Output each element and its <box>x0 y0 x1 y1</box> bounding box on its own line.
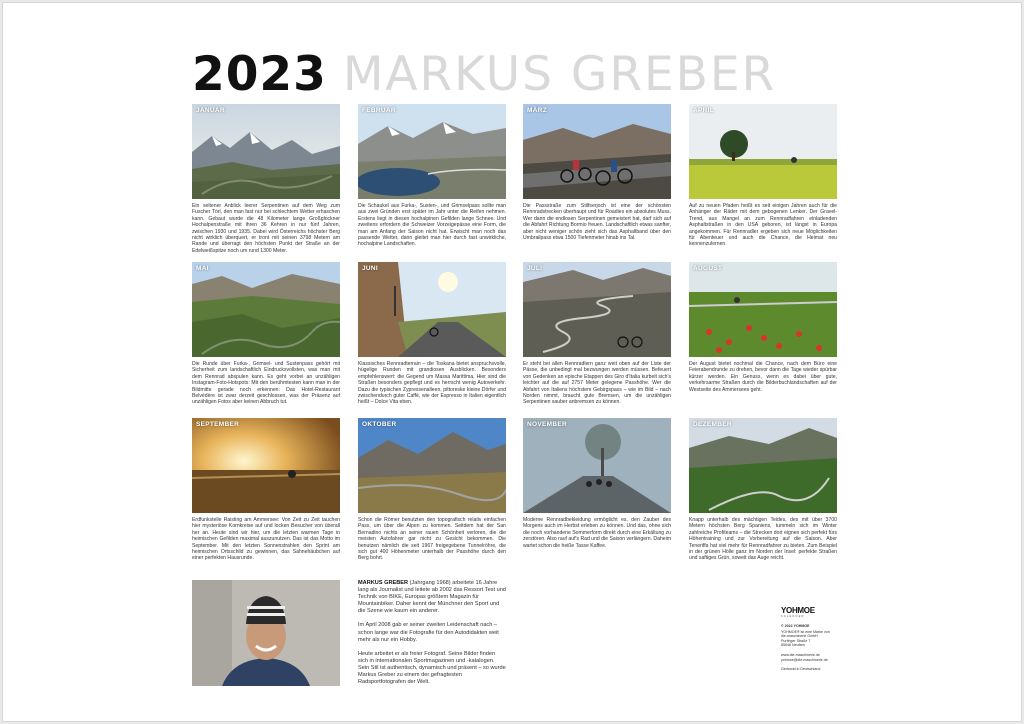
month-grid <box>192 104 837 574</box>
month-label: DEZEMBER <box>693 421 732 428</box>
yohmoe-logo-sub: KALENDER <box>781 615 805 618</box>
month-caption: Die Runde über Furka-, Grimsel- und Sustenpass gehört mit Sicherheit zum landschaftlich Eindrucksvollsten, was man mit dem Rennrad abspulen kann. Es geht vorbei an unzähligen Instagram-Foto-Hotspots: Mit den berühmtesten kann man in der Bildmitte gerade noch erkennen: Das Hotel-Restaurant Belvédère ist zwar derzeit geschlossen, was der Präsenz auf unzähligen Fotos aber keinen Abbruch tut. <box>192 361 340 406</box>
month-caption: Die Passstraße zum Stilfserjoch ist eine der schönsten Rennradstrecken überhaupt und für Roadies ein absolutes Muss. Wer dann die endlosen Serpentinen gemeistert hat, darf sich auf die Abfahrt Richtung Bormio freuen. Landschaftlich etwas sanfter, aber nicht weniger schön zieht sich das Asphaltband über den Umbrailpass etwa 1500 Tiefenmeter hinab ins Tal. <box>523 203 671 242</box>
publisher-line-1: YOHMOE® ist eine Marke von <box>781 629 830 634</box>
july-photo <box>523 262 671 357</box>
yohmoe-logo: YOHMOE <box>781 606 815 615</box>
month-label: APRIL <box>693 107 714 114</box>
bio-paragraph-2: Im April 2008 gab er seiner zweiten Leidenschaft nach – schon lange war die Fotografie für den Autodidakten weit mehr als nur ein Hobby. <box>358 622 499 643</box>
month-caption: Auf zu neuen Pfaden heißt es seit einigen Jahren auch für die Anhänger der Räder mit dem gebogenen Lenker. Der Gravel-Trend, aus Mangel an zum Rennradfahren einladenden Asphaltstraßen in den USA geboren, ist längst in Europa angekommen. Für Rennradler ergeben sich neue Möglichkeiten für Abenteuer und auch die Chance, die Heimat neu kennenzulernen. <box>689 203 837 248</box>
bio-name: MARKUS GREBER <box>358 580 409 586</box>
month-label: AUGUST <box>693 265 723 272</box>
month-march <box>523 104 671 241</box>
month-may <box>192 262 340 406</box>
month-label: MAI <box>196 265 209 272</box>
march-photo <box>523 104 671 199</box>
january-photo <box>192 104 340 199</box>
month-caption: Ein seltener Anblick leerer Serpentinen auf dem Weg zum Fuscher Törl, den man fast nur bei schlechtem Wetter erhaschen kann. Gebaut wurde die 48 Kilometer lange Großglockner Hochalpenstraße mit ihren 36 Kehren in nur fünf Jahren, zwischen 1930 und 1935. Dabei wird Österreichs höchster Berg nicht wirklich überquert, er tront mit seinen 3798 Metern am Rande und überragt den höchsten Punkt der Straße an der Edelweißspitze noch um rund 1300 Meter. <box>192 203 340 254</box>
title-year: 2023 <box>192 47 327 102</box>
month-january <box>192 104 340 254</box>
june-photo <box>358 262 506 357</box>
month-label: OKTOBER <box>362 421 397 428</box>
month-caption: Knapp unterhalb des mächtigen Teides, des mit über 3700 Metern höchsten Berg Spaniens, tummeln sich im Winter zahlreiche Profiteams – die Strecken dort eignen sich perfekt fürs Höhentraining und zur Vorbereitung auf die Saison. Aber Teneriffa hat viel mehr für Rennradfahrer zu bieten. Zum Beispiel in der grünen Hölle ganz im Norden der Insel: perfekte Straßen und saftiges Grün, soweit das Auge reicht. <box>689 517 837 562</box>
photographer-portrait <box>192 580 340 686</box>
publisher-info <box>781 606 841 672</box>
october-photo <box>358 418 506 513</box>
month-april <box>689 104 837 248</box>
publisher-email[interactable]: yohmoe@die-maschinerie.de <box>781 657 828 662</box>
month-june <box>358 262 506 406</box>
month-label: SEPTEMBER <box>196 421 240 428</box>
month-caption: Die Schaukel aus Furka-, Susten-, und Grimselpass sollte man aus zwei Gründen erst später im Jahr unter die Reifen nehmen. Erstens liegt in diesen hochalpinen Gefilden lange Schnee. Und zweitens erfordern die Schweizer Vorzeigepässe eine Form, die man am Anfang der Saison nicht hat. Erwischt man noch das passende Wetter, dann gleitet man hier durch fast unwirkliche, hochalpine Landschaften. <box>358 203 506 248</box>
photographer-bio-section <box>192 580 837 686</box>
month-label: FEBRUAR <box>362 107 396 114</box>
calendar-sheet <box>2 2 1022 722</box>
september-photo <box>192 418 340 513</box>
month-caption: Der August bietet nochmal die Chance, nach dem Büro eine Feierabendrunde zu drehen, bevor dann die Tage wieder spürbar kürzer werden. Ein Genuss, wenn es dabei über gute, verkehrsarme Straßen durch die Bilderbuchlandschaften auf der Westseite des Ammersees geht. <box>689 361 837 393</box>
title-photographer: MARKUS GREBER <box>342 47 777 102</box>
month-label: JANUAR <box>196 107 225 114</box>
may-photo <box>192 262 340 357</box>
calendar-title <box>192 47 777 102</box>
copyright: © 2022 YOHMOE <box>781 624 810 628</box>
month-caption: Er steht bei allen Rennradlern ganz weit oben auf der Liste der Pässe, die unbedingt mal bezwungen werden müssen. Befeuert von Gedenken an epische Etappen des Giro d'Italia kurbelt sich's leichter auf die auf 2757 Meter gelegene Passhöhe. Wer die Abfahrt von Italiens höchstem Gebirgspass – wie im Bild – nach Norden nimmt, braucht gute Bremsen, um die unzähligen Serpentinen sauber anbremsen zu können. <box>523 361 671 406</box>
february-photo <box>358 104 506 199</box>
december-photo <box>689 418 837 513</box>
month-caption: Schon die Römer benutzten den topografisch relativ einfachen Pass, um über die Alpen zu kommen. Seitdem hat der San Bernadino nichts an seiner rauen Schönheit verloren, die die meisten Autofahrer gar nicht zu Gesicht bekommen. Die benutzen nämlich die seit 1967 freigegebene Tunnelröhre, die sich gut 400 Höhenmeter unterhalb der Passhöhe durch den Berg bohrt. <box>358 517 506 562</box>
month-label: JUNI <box>362 265 379 272</box>
publisher-line-3: Purfinger Straße 7 <box>781 638 811 643</box>
month-september <box>192 418 340 562</box>
month-caption: Klassisches Rennradterrain – die Toskana bietet anspruchsvolle, hügelige Runden mit grandiosen Ausblicken. Besonders empfehlenswert: die Gegend um Massa Marittima. Hier sind die Straßen besonders gepflegt und es herrscht wenig Autoverkehr. Dazu die typischen Zypressenalleen, pittoreske kleine Dörfer und zwischendurch guter Caffè, wie der Espresso in Italien eigentlich heißt – Dolce Vita eben. <box>358 361 506 406</box>
month-label: MÄRZ <box>527 107 547 114</box>
month-november <box>523 418 671 549</box>
month-caption: Erdfunkstelle Raisting am Ammersee: Von Zeit zu Zeit tauchen hier mysteriöse Kornkreise auf und locken Besucher von überall her an. Heute sind wir hier, um die letzten warmen Tage in heimischen Gefilden maximal auszunutzen. Das ist das Motto im September. Mit den letzten Sonnenstrahlen den Sprint am heimischen Ortsschild zu gewinnen, das Sahnehäubchen auf einer perfekten Hausrunde. <box>192 517 340 562</box>
publisher-line-4: 85646 Neufarn <box>781 643 805 648</box>
month-october <box>358 418 506 562</box>
month-caption: Moderne Rennradbekleidung ermöglicht es, den Zauber des Morgens auch im Herbst erleben zu können. Und das, ohne sich die noch vorhandene Sommerform direkt durch eine Erkältung zu zerstören. Also rauf auf's Rad und die Saison verlängern. Daheim wartet schon die heiße Tasse Kaffee. <box>523 517 671 549</box>
month-december <box>689 418 837 562</box>
month-february <box>358 104 506 248</box>
bio-paragraph-3: Heute arbeitet er als freier Fotograf. Seine Bilder finden sich in internationalen Sportmagazinen und -katalogen. Sein Stil ist authentisch, dynamisch und präsent – so wurde Markus Greber zu einem der gefragtesten Radsportfotografen der Welt. <box>358 650 506 686</box>
photographer-bio <box>358 580 506 693</box>
august-photo <box>689 262 837 357</box>
publisher-website[interactable]: www.die-maschinerie.de <box>781 652 820 657</box>
month-august <box>689 262 837 393</box>
april-photo <box>689 104 837 199</box>
month-july <box>523 262 671 406</box>
month-label: JULI <box>527 265 543 272</box>
month-label: NOVEMBER <box>527 421 567 428</box>
november-photo <box>523 418 671 513</box>
publisher-line-2: die-maschinerie GmbH <box>781 634 818 639</box>
printed-in: Gedruckt in Deutschland <box>781 667 821 672</box>
bio-paragraph-1: (Jahrgang 1968) arbeitete 16 Jahre lang als Journalist und leitete ab 2002 das Ressort Test und Technik von BIKE, Europas größtem Magazin für Mountainbiker. Daher kennt der Münchner den Sport und die Szene wie kaum ein anderer. <box>358 580 506 615</box>
